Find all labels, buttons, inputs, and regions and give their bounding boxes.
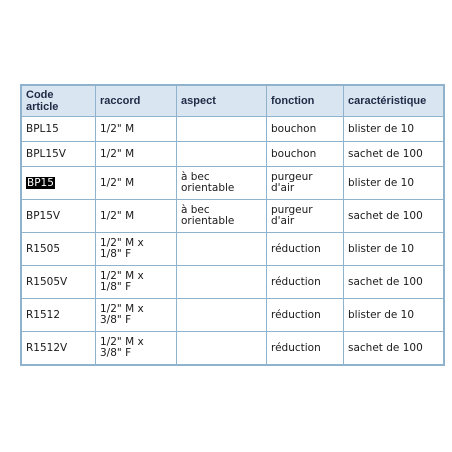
caracteristique-cell: blister de 10 [344, 233, 443, 265]
table-row [22, 142, 443, 166]
raccord-cell: 1/2" M [96, 200, 176, 232]
table-row [22, 332, 443, 364]
fonction-cell: réduction [267, 332, 343, 364]
fonction-cell: réduction [267, 299, 343, 331]
aspect-cell [177, 266, 266, 298]
raccord-cell: 1/2" M x 3/8" F [96, 299, 176, 331]
code-cell [22, 117, 95, 141]
aspect-cell [177, 233, 266, 265]
code-cell [22, 233, 95, 265]
aspect-cell [177, 299, 266, 331]
table-row [22, 117, 443, 141]
caracteristique-cell: sachet de 100 [344, 266, 443, 298]
aspect-cell: à bec orientable [177, 200, 266, 232]
caracteristique-cell: sachet de 100 [344, 142, 443, 166]
header-row [22, 86, 443, 116]
code-text[interactable]: BPL15V [26, 147, 66, 160]
table-row [22, 299, 443, 331]
caracteristique-cell: sachet de 100 [344, 200, 443, 232]
code-text[interactable]: R1505V [26, 275, 68, 288]
code-cell [22, 332, 95, 364]
raccord-cell: 1/2" M x 3/8" F [96, 332, 176, 364]
aspect-cell [177, 142, 266, 166]
code-cell [22, 142, 95, 166]
code-text[interactable]: R1512 [26, 308, 61, 321]
raccord-cell: 1/2" M [96, 167, 176, 199]
code-cell [22, 299, 95, 331]
code-text-selected[interactable]: BP15 [27, 176, 54, 189]
table-row [22, 233, 443, 265]
table-row [22, 200, 443, 232]
raccord-cell: 1/2" M [96, 117, 176, 141]
caracteristique-cell: blister de 10 [344, 167, 443, 199]
code-cell [22, 266, 95, 298]
code-text[interactable]: R1512V [26, 341, 68, 354]
code-text[interactable]: BPL15 [26, 122, 59, 135]
fonction-cell: réduction [267, 266, 343, 298]
raccord-cell: 1/2" M x 1/8" F [96, 266, 176, 298]
code-text[interactable]: BP15V [26, 209, 61, 222]
product-table [20, 84, 445, 366]
caracteristique-cell: blister de 10 [344, 299, 443, 331]
caracteristique-cell: sachet de 100 [344, 332, 443, 364]
aspect-cell [177, 332, 266, 364]
fonction-cell: réduction [267, 233, 343, 265]
header-caracteristique: caractéristique [344, 86, 443, 116]
aspect-cell [177, 117, 266, 141]
code-text[interactable]: R1505 [26, 242, 61, 255]
raccord-cell: 1/2" M x 1/8" F [96, 233, 176, 265]
header-aspect: aspect [177, 86, 266, 116]
fonction-cell: purgeur d'air [267, 167, 343, 199]
caracteristique-cell: blister de 10 [344, 117, 443, 141]
table-row [22, 167, 443, 199]
code-cell [22, 167, 95, 199]
table-row [22, 266, 443, 298]
aspect-cell: à bec orientable [177, 167, 266, 199]
header-fonction: fonction [267, 86, 343, 116]
raccord-cell: 1/2" M [96, 142, 176, 166]
fonction-cell: bouchon [267, 117, 343, 141]
fonction-cell: purgeur d'air [267, 200, 343, 232]
header-raccord: raccord [96, 86, 176, 116]
fonction-cell: bouchon [267, 142, 343, 166]
code-cell [22, 200, 95, 232]
header-code: Code article [22, 86, 95, 116]
